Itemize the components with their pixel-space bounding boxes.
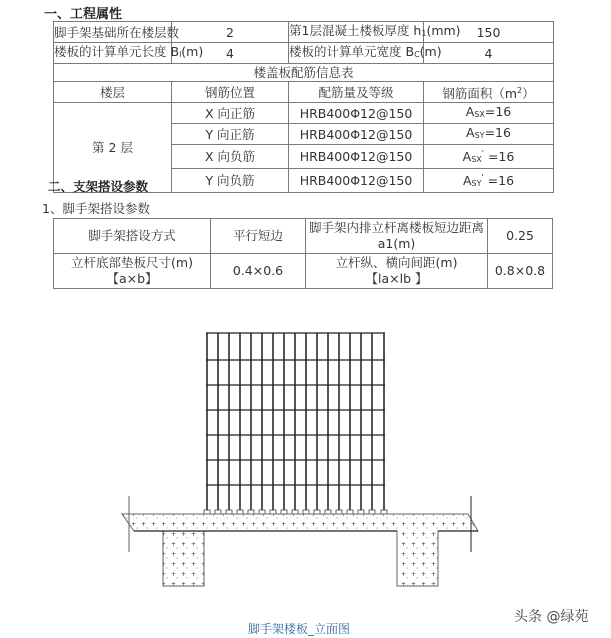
- rebar-position: X 向正筋: [172, 103, 289, 124]
- scaffold-frame: [204, 333, 387, 514]
- value-floor-count: 2: [172, 22, 289, 43]
- header-area: 钢筋面积$(m^2)$: [424, 82, 554, 103]
- value-inner-pole-distance: 0.25: [488, 219, 553, 254]
- label-pole-spacing: 立杆纵、横向间距(m) 【la×lb 】: [306, 254, 488, 289]
- table-row: [54, 64, 554, 82]
- concrete-slab-and-beams: [122, 496, 478, 586]
- label-base-plate-size: 立杆底部垫板尺寸(m) 【a×b】: [54, 254, 211, 289]
- label-slab-thickness: 第1层混凝土楼板厚度 h1(mm): [289, 22, 424, 43]
- table-header-row: [54, 82, 554, 103]
- section-title-support-params: 二、支架搭设参数: [48, 179, 149, 194]
- table-row: [54, 254, 553, 289]
- rebar-position: Y 向负筋: [172, 169, 289, 193]
- scaffold-params-table: [53, 218, 553, 289]
- rebar-spec: HRB400Φ12@150: [289, 103, 424, 124]
- header-position: 钢筋位置: [172, 82, 289, 103]
- rebar-area: ASX' =16: [424, 145, 554, 169]
- value-pole-spacing: 0.8×0.8: [488, 254, 553, 289]
- table-row: [54, 43, 554, 64]
- rebar-position: X 向负筋: [172, 145, 289, 169]
- rebar-spec: HRB400Φ12@150: [289, 145, 424, 169]
- rebar-spec: HRB400Φ12@150: [289, 169, 424, 193]
- header-floor: 楼层: [54, 82, 172, 103]
- value-unit-width: 4: [424, 43, 554, 64]
- value-base-plate-size: 0.4×0.6: [211, 254, 306, 289]
- rebar-spec: HRB400Φ12@150: [289, 124, 424, 145]
- figure-caption: 脚手架楼板_立面图: [248, 622, 351, 636]
- floor-cell: 第 2 层: [54, 103, 172, 193]
- rebar-area: ASY' =16: [424, 169, 554, 193]
- table-row: [54, 219, 553, 254]
- rebar-area: ASX=16: [424, 103, 554, 124]
- rebar-table-title: 楼盖板配筋信息表: [54, 64, 554, 82]
- label-unit-length: 楼板的计算单元长度 Bl(m): [54, 43, 172, 64]
- label-setup-method: 脚手架搭设方式: [54, 219, 211, 254]
- value-setup-method: 平行短边: [211, 219, 306, 254]
- scaffold-elevation-drawing: [80, 310, 530, 610]
- rebar-position: Y 向正筋: [172, 124, 289, 145]
- table-row: [54, 22, 554, 43]
- header-spec: 配筋量及等级: [289, 82, 424, 103]
- rebar-area: ASY=16: [424, 124, 554, 145]
- subsection-title-scaffold-params: 1、脚手架搭设参数: [42, 201, 150, 216]
- label-unit-width: 楼板的计算单元宽度 BC(m): [289, 43, 424, 64]
- watermark: 头条 @绿苑: [514, 609, 589, 625]
- section-title-project-properties: 一、工程属性: [44, 7, 123, 22]
- value-unit-length: 4: [172, 43, 289, 64]
- table-row: [54, 103, 554, 124]
- value-slab-thickness: 150: [424, 22, 554, 43]
- project-properties-table: [53, 21, 554, 193]
- label-inner-pole-distance: 脚手架内排立杆离楼板短边距离 a1(m): [306, 219, 488, 254]
- label-floor-count: 脚手架基础所在楼层数: [54, 22, 172, 43]
